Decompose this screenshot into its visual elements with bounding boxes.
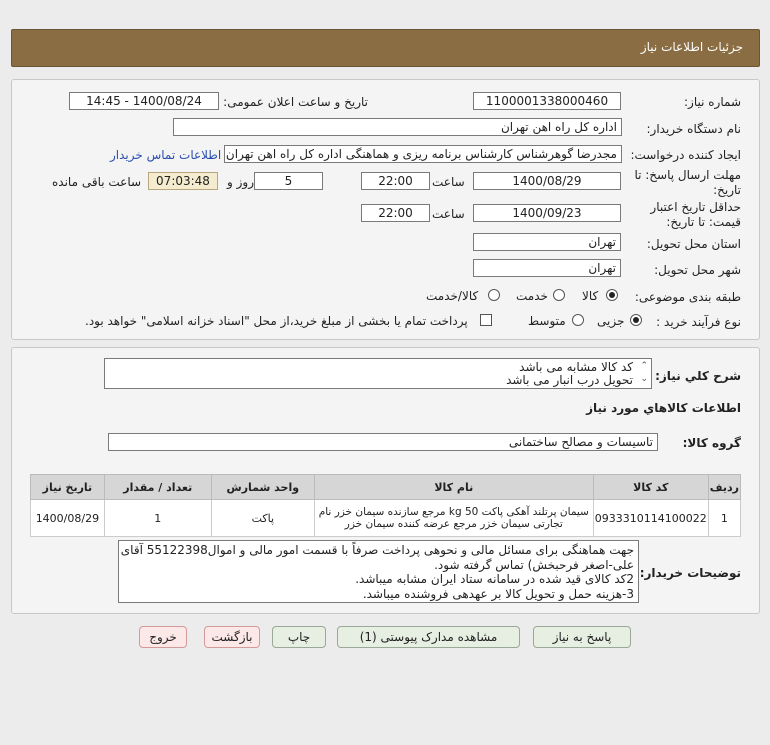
category-radio-both[interactable] [488, 289, 500, 301]
exit-button[interactable]: خروج [139, 626, 187, 648]
notes-line-2: علی-اصغر فرحبخش) تماس گرفته شود. [434, 557, 634, 572]
col-date: تاریخ نیاز [31, 475, 105, 500]
table-row [31, 500, 741, 537]
notes-label: توضیحات خریدار: [639, 566, 741, 580]
remaining-label: ساعت باقی مانده [52, 175, 142, 189]
deadline-time-label: ساعت [432, 175, 465, 189]
announce-field: 1400/08/24 - 14:45 [69, 92, 219, 110]
need-number-field: 1100001338000460 [473, 92, 621, 110]
col-code: کد کالا [593, 475, 708, 500]
back-button[interactable]: بازگشت [204, 626, 260, 648]
category-radio-goods[interactable] [606, 289, 618, 301]
process-label: نوع فرآیند خرید : [656, 315, 741, 329]
cell-name [314, 500, 593, 537]
reply-button[interactable]: پاسخ به نیاز [533, 626, 631, 648]
deadline-label-2: تاریخ: [713, 183, 741, 197]
summary-line-2: تحویل درب انبار می باشد [506, 373, 633, 387]
category-option-service: خدمت [516, 289, 548, 303]
cell-row: 1 [708, 500, 740, 537]
goods-group-field: تاسیسات و مصالح ساختمانی [108, 433, 658, 451]
province-field: تهران [473, 233, 621, 251]
summary-line-1: کد کالا مشابه می باشد [519, 360, 633, 374]
page-header [11, 29, 760, 67]
validity-time-field: 22:00 [361, 204, 430, 222]
creator-label: ایجاد کننده درخواست: [630, 148, 741, 162]
process-option-medium: متوسط [528, 314, 566, 328]
remaining-time-field: 07:03:48 [148, 172, 218, 190]
treasury-checkbox[interactable] [480, 314, 492, 326]
validity-date-field: 1400/09/23 [473, 204, 621, 222]
city-label: شهر محل تحویل: [654, 263, 741, 277]
announce-label: تاریخ و ساعت اعلان عمومی: [223, 95, 368, 109]
validity-time-label: ساعت [432, 207, 465, 221]
cell-qty: 1 [104, 500, 211, 537]
city-field: تهران [473, 259, 621, 277]
category-label: طبقه بندی موضوعی: [634, 290, 741, 304]
days-label: روز و [227, 175, 254, 189]
notes-line-4: 3-هزینه حمل و تحویل کالا بر عهدهی فروشنده میباشد. [362, 586, 634, 601]
process-option-minor: جزیی [597, 314, 625, 328]
cell-code: 0933310114100022 [593, 500, 708, 537]
cell-date: 1400/08/29 [31, 500, 105, 537]
buyer-org-label: نام دستگاه خریدار: [646, 122, 741, 136]
attachments-button[interactable]: مشاهده مدارک پیوستی (1) [337, 626, 520, 648]
col-qty: تعداد / مقدار [104, 475, 211, 500]
deadline-time-field: 22:00 [361, 172, 430, 190]
category-radio-service[interactable] [553, 289, 565, 301]
goods-section-title: اطلاعات کالاهاي مورد نياز [586, 401, 741, 415]
province-label: استان محل تحویل: [646, 237, 741, 251]
col-unit: واحد شمارش [211, 475, 314, 500]
process-radio-medium[interactable] [572, 314, 584, 326]
cell-name-line-1: سیمان پرتلند آهکی پاکت 50 kg مرجع سازنده سیمان خزر نام [318, 506, 589, 518]
category-option-both: کالا/خدمت [426, 289, 479, 303]
col-name: نام کالا [314, 475, 593, 500]
summary-textarea [104, 358, 652, 389]
goods-group-label: گروه کالا: [682, 436, 741, 450]
validity-label-2: قیمت: تا تاریخ: [666, 215, 741, 229]
buyer-contact-link[interactable]: اطلاعات تماس خریدار [110, 148, 222, 162]
page-title: جزئیات اطلاعات نیاز [640, 40, 743, 54]
creator-field: مجدرضا گوهرشناس کارشناس برنامه ریزی و هماهنگی اداره کل راه اهن تهران [224, 145, 622, 163]
scroll-arrows-icon[interactable]: ⌃ ⌄ [640, 361, 648, 384]
deadline-date-field: 1400/08/29 [473, 172, 621, 190]
payment-note: پرداخت تمام یا بخشی از مبلغ خرید،از محل "اسناد خزانه اسلامی" خواهد بود. [85, 314, 468, 328]
summary-label: شرح کلي نياز: [655, 369, 741, 383]
validity-label: حداقل تاریخ اعتبار [650, 200, 741, 214]
need-number-label: شماره نیاز: [684, 95, 741, 109]
process-radio-minor[interactable] [630, 314, 642, 326]
cell-name-line-2: تجارتی سیمان خزر مرجع عرضه کننده سیمان خزر [344, 518, 563, 530]
print-button[interactable]: چاپ [272, 626, 326, 648]
deadline-label: مهلت ارسال پاسخ: تا [634, 168, 741, 182]
notes-line-3: 2کد کالای قید شده در سامانه ستاد ایران مشابه میباشد. [355, 572, 634, 586]
notes-line-1: جهت هماهنگی برای مسائل مالی و نحوهی پرداخت صرفاً با قسمت امور مالی و اموال55122398 آقای [120, 543, 634, 557]
col-row: ردیف [708, 475, 740, 500]
goods-table [30, 474, 741, 537]
days-field: 5 [254, 172, 323, 190]
category-option-goods: کالا [582, 289, 599, 303]
buyer-org-field: اداره کل راه اهن تهران [173, 118, 622, 136]
notes-box [118, 540, 639, 603]
cell-unit: پاکت [211, 500, 314, 537]
